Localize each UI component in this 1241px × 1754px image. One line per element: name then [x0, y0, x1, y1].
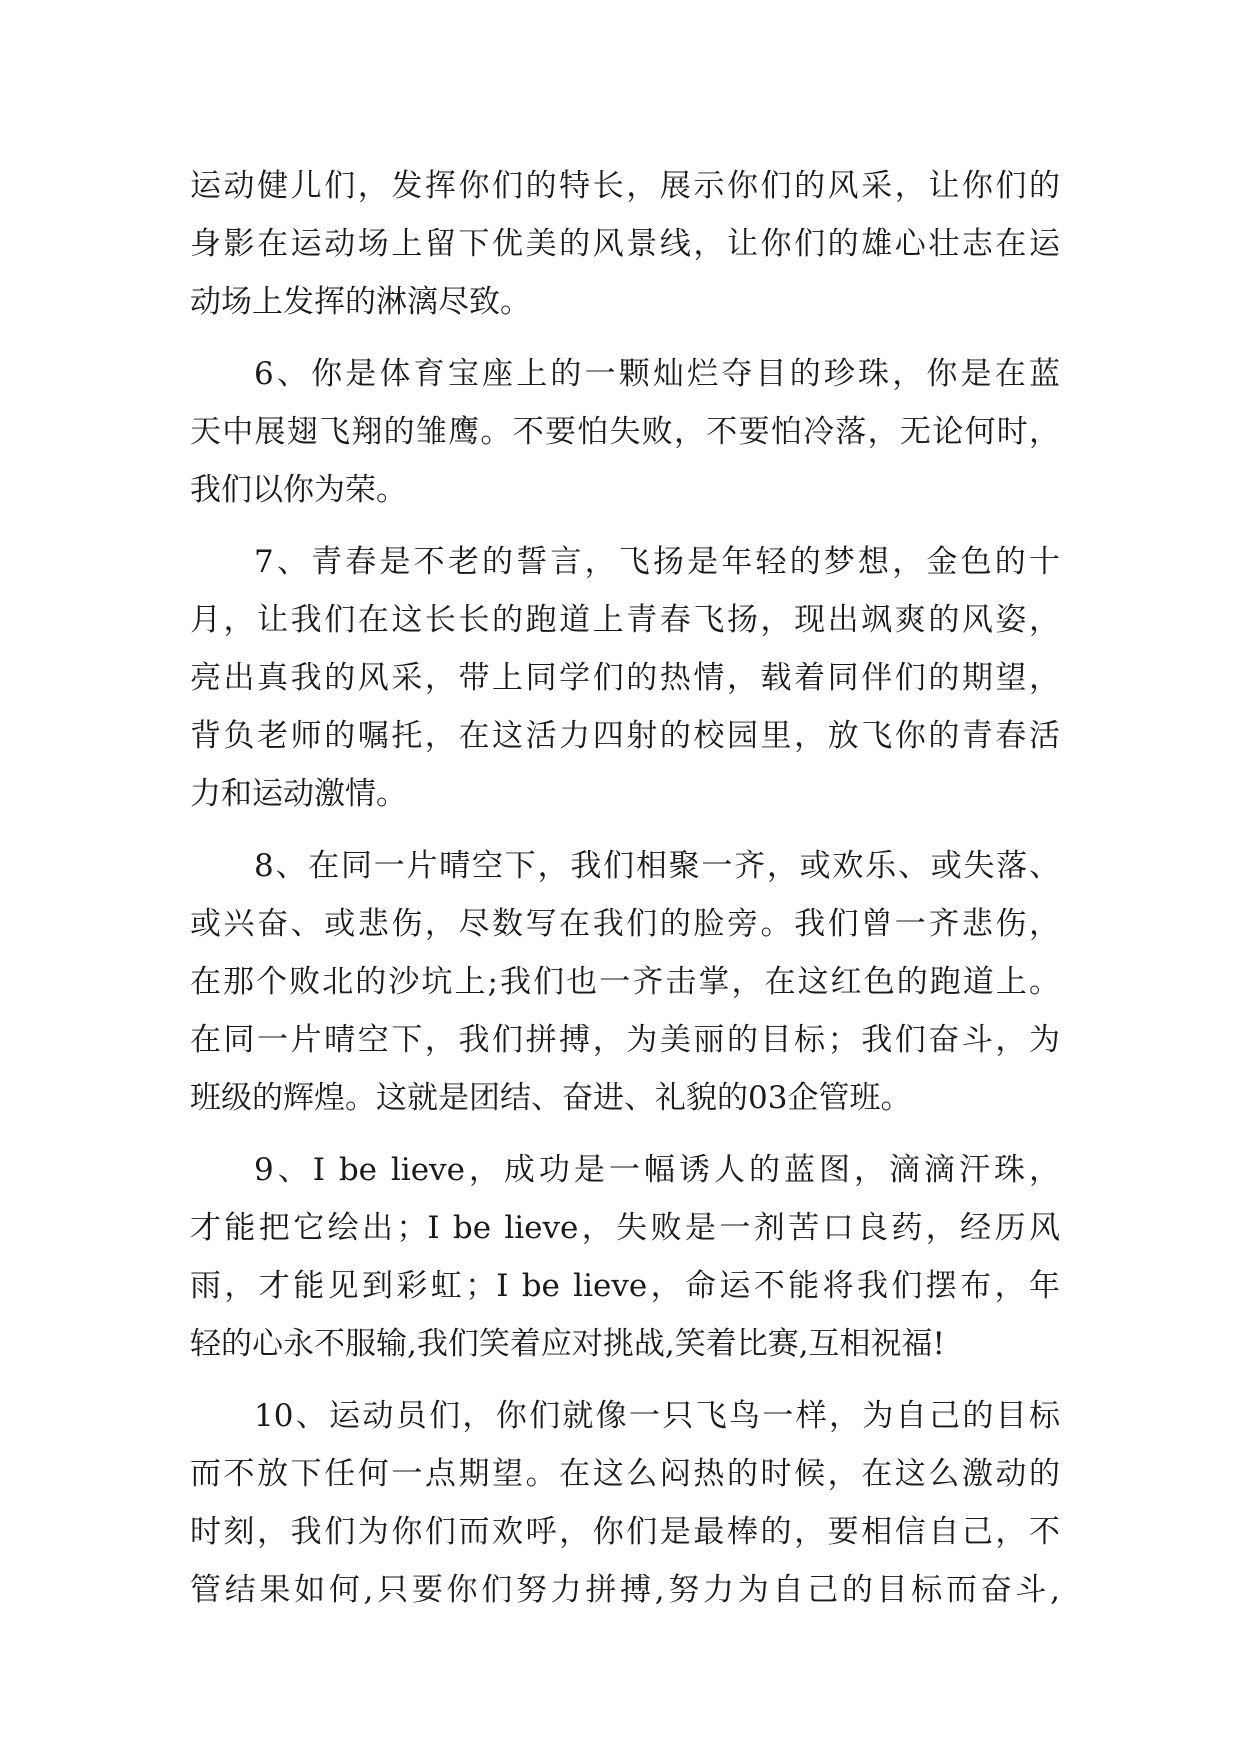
text-line: 9、I be lieve，成功是一幅诱人的蓝图，滴滴汗珠， — [254, 1152, 1060, 1188]
text-line: 身影在运动场上留下优美的风景线，让你们的雄心壮志在运 — [190, 226, 1060, 262]
text-line: 背负老师的嘱托，在这活力四射的校园里，放飞你的青春活 — [190, 718, 1060, 754]
paragraph — [190, 157, 1060, 331]
paragraph — [190, 345, 1060, 519]
paragraph — [190, 1387, 1060, 1619]
text-line: 10、运动员们，你们就像一只飞鸟一样，为自己的目标 — [254, 1398, 1060, 1434]
text-line: 雨，才能见到彩虹；I be lieve，命运不能将我们摆布，年 — [190, 1268, 1060, 1304]
text-line: 管结果如何,只要你们努力拼搏,努力为自己的目标而奋斗, — [190, 1572, 1060, 1608]
text-line: 运动健儿们，发挥你们的特长，展示你们的风采，让你们的 — [190, 168, 1060, 204]
text-line: 动场上发挥的淋漓尽致。 — [190, 284, 531, 320]
paragraph — [190, 533, 1060, 823]
document-body — [190, 157, 1060, 1619]
text-line: 时刻，我们为你们而欢呼，你们是最棒的，要相信自己，不 — [190, 1514, 1060, 1550]
paragraph — [190, 837, 1060, 1127]
text-line: 亮出真我的风采，带上同学们的热情，载着同伴们的期望， — [190, 660, 1060, 696]
text-line: 轻的心永不服输,我们笑着应对挑战,笑着比赛,互相祝福! — [190, 1326, 946, 1362]
paragraph — [190, 1141, 1060, 1373]
text-line: 班级的辉煌。这就是团结、奋进、礼貌的03企管班。 — [190, 1080, 912, 1116]
text-line: 我们以你为荣。 — [190, 472, 407, 508]
text-line: 在那个败北的沙坑上;我们也一齐击掌，在这红色的跑道上。 — [190, 964, 1060, 1000]
text-line: 而不放下任何一点期望。在这么闷热的时候，在这么激动的 — [190, 1456, 1060, 1492]
text-line: 或兴奋、或悲伤，尽数写在我们的脸旁。我们曾一齐悲伤， — [190, 906, 1060, 942]
text-line: 天中展翅飞翔的雏鹰。不要怕失败，不要怕冷落，无论何时， — [190, 414, 1060, 450]
text-line: 在同一片晴空下，我们拼搏，为美丽的目标；我们奋斗，为 — [190, 1022, 1060, 1058]
text-line: 7、青春是不老的誓言，飞扬是年轻的梦想，金色的十 — [254, 544, 1060, 580]
text-line: 才能把它绘出；I be lieve，失败是一剂苦口良药，经历风 — [190, 1210, 1060, 1246]
text-line: 月，让我们在这长长的跑道上青春飞扬，现出飒爽的风姿， — [190, 602, 1060, 638]
text-line: 6、你是体育宝座上的一颗灿烂夺目的珍珠，你是在蓝 — [254, 356, 1060, 392]
text-line: 力和运动激情。 — [190, 776, 407, 812]
text-line: 8、在同一片晴空下，我们相聚一齐，或欢乐、或失落、 — [254, 848, 1060, 884]
